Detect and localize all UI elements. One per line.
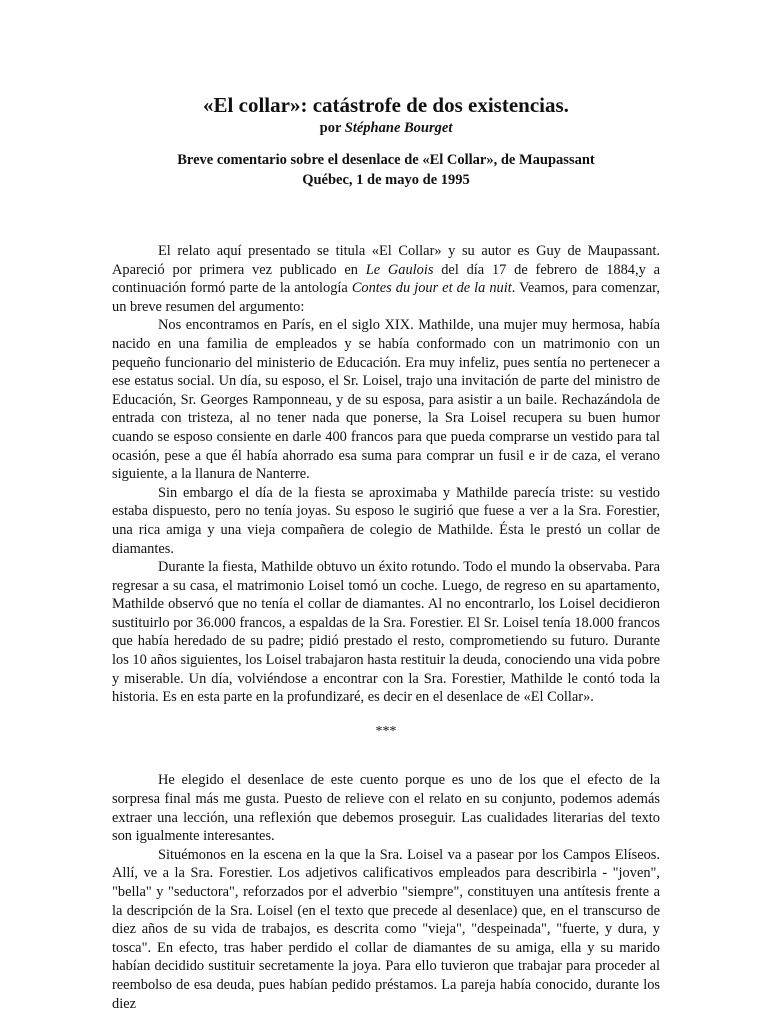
paragraph-6: Situémonos en la escena en la que la Sra. Loisel va a pasear por los Campos Elíseos. Allí, ve a la Sra. Forestier. Los adjetivos calificativos empleados para describirla - "joven", "bella" y "seductora", reforzados por el adverbio "siempre", constituyen una antítesis frente a la descripción de la Sra. Loisel (en el texto que precede al desenlace) que, en el transcurso de diez años de su vida de trabajos, es descrita como "vieja", "despeinada", "fuerte, y dura, y tosca". En efecto, tras haber perdido el collar de diamantes de su amiga, ella y su marido habían decidido sustituir secretamente la joya. Para ello tuvieron que trabajar para proceder al reembolso de esa deuda, pues habían pedido préstamos. La pareja había conocido, durante los diez [112, 846, 660, 1012]
p1-text-a: El relato aquí presentado se titula «El Collar» y su autor es Guy de Maupassant. Apareció por primera vez publicado en [112, 243, 660, 278]
paragraph-3: Sin embargo el día de la fiesta se aproximaba y Mathilde parecía triste: su vestido estaba dispuesto, pero no tenía joyas. Su esposo le sugirió que fuese a ver a la Sra. Forestier, una rica amiga y una vieja compañera de colegio de Mathilde. Ésta le prestó un collar de diamantes. [112, 484, 660, 557]
paragraph-1 [112, 242, 660, 316]
p1-italic-a: Le Gaulois [365, 261, 434, 278]
paragraph-2: Nos encontramos en París, en el siglo XIX. Mathilde, una mujer muy hermosa, había nacido en una familia de empleados y se había conformado con un matrimonio con un pequeño funcionario del ministerio de Educación. Era muy infeliz, pues sentía no pertenecer a ese estatus social. Un día, su esposo, el Sr. Loisel, trajo una invitación de parte del ministro de Educación, Sr. Georges Ramponneau, y de su esposa, para asistir a un baile. Rechazándola de entrada con tristeza, al no tener nada que ponerse, la Sra Loisel recupera su buen humor cuando se esposo consiente en darle 400 francos para que pueda comprarse un vestido para tal ocasión, pese a que él había ahorrado esa suma para comprar un fusil e ir de caza, el verano siguiente, a la llanura de Nanterre. [112, 317, 660, 483]
subtitle [112, 150, 660, 190]
subtitle-line-2: Québec, 1 de mayo de 1995 [302, 172, 470, 188]
byline [112, 118, 660, 138]
p1-text-b: del día 17 de febrero de 1884,y a continuación formó parte de la antología [112, 261, 660, 297]
section-separator: *** [375, 723, 397, 739]
author-name: Stéphane Bourget [344, 120, 453, 136]
paragraph-4: Durante la fiesta, Mathilde obtuvo un éxito rotundo. Todo el mundo la observaba. Para regresar a su casa, el matrimonio Loisel tomó un coche. Luego, de regreso en su apartamento, Mathilde observó que no tenía el collar de diamantes. Al no encontrarlo, los Loisel decidieron sustituirlo por 36.000 francos, a espaldas de la Sra. Forestier. El Sr. Loisel tenía 18.000 francos que había heredado de su padre; pidió prestado el resto, comprometiendo su futuro. Durante los 10 años siguientes, los Loisel trabajaron hasta restituir la deuda, conociendo una vida pobre y miserable. Un día, volviéndose a encontrar con la Sra. Forestier, Mathilde le contó toda la historia. Es en esta parte en la profundizaré, es decir en el desenlace de «El Collar». [112, 559, 660, 706]
p1-text-c: . Veamos, para comenzar, un breve resumen del argumento: [112, 280, 660, 315]
document-title: «El collar»: catástrofe de dos existencias. [203, 93, 569, 117]
document-body [112, 242, 660, 1013]
subtitle-line-1: Breve comentario sobre el desenlace de «El Collar», de Maupassant [177, 152, 595, 168]
p1-italic-b: Contes du jour et de la nuit [351, 280, 512, 297]
byline-prefix: por [319, 120, 345, 136]
paragraph-5: He elegido el desenlace de este cuento porque es uno de los que el efecto de la sorpresa final más me gusta. Puesto de relieve con el relato en su conjunto, podemos además extraer una lección, una reflexión que debemos proseguir. Las cualidades literarias del texto son igualmente interesantes. [112, 772, 660, 845]
